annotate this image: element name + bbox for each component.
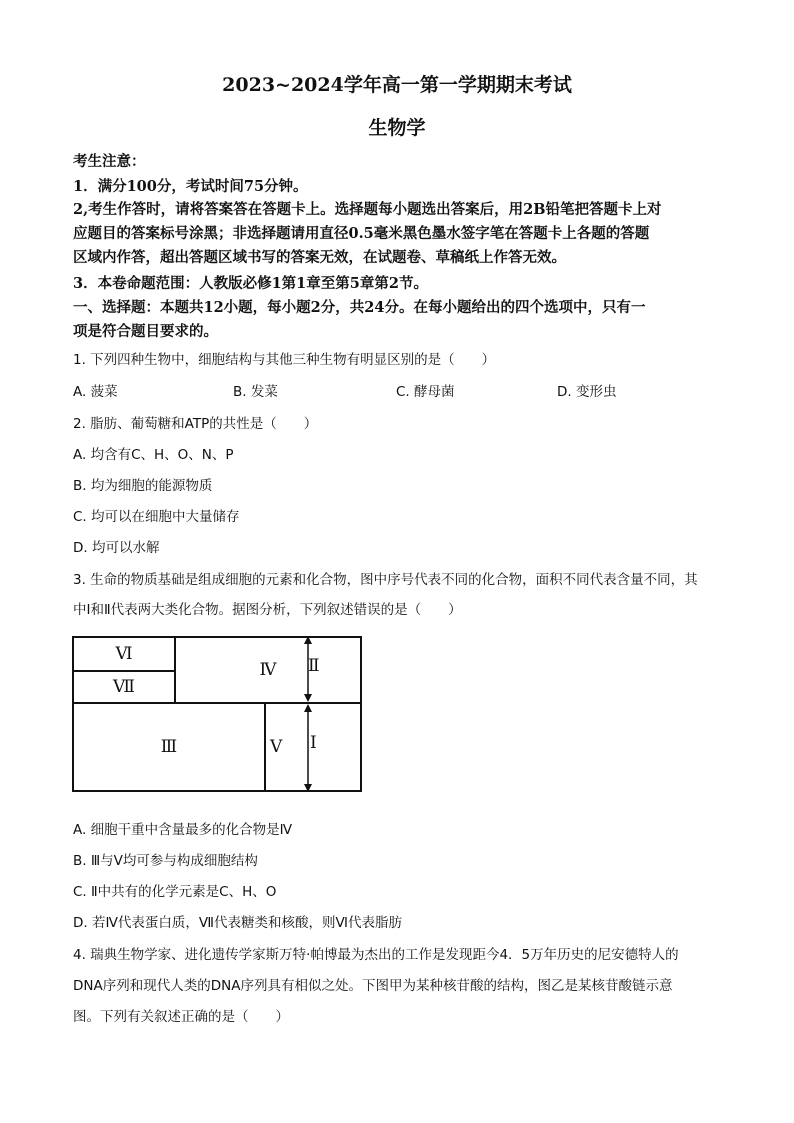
notice-heading: 考生注意： xyxy=(73,153,146,170)
box-iv-label: Ⅳ xyxy=(259,660,277,680)
arrow-i-bottom xyxy=(304,784,312,792)
arrow-ii-bottom xyxy=(304,694,312,702)
compound-area-diagram xyxy=(72,636,334,792)
box-vii xyxy=(72,670,176,704)
subject-title: 生物学 xyxy=(368,117,426,139)
q3-option-a: A. 细胞干重中含量最多的化合物是Ⅳ xyxy=(73,822,293,838)
question-4-stem-cont2: 图。下列有关叙述正确的是（ ） xyxy=(73,1009,289,1025)
label-i: Ⅰ xyxy=(310,733,317,753)
notice-item: 区域内作答，超出答题区域书写的答案无效，在试题卷、草稿纸上作答无效。 xyxy=(73,249,566,266)
q3-option-d: D. 若Ⅳ代表蛋白质，Ⅶ代表糖类和核酸，则Ⅵ代表脂肪 xyxy=(73,915,403,931)
q2-option-a: A. 均含有C、H、O、N、P xyxy=(73,447,234,463)
arrow-ii-top xyxy=(304,636,312,644)
q3-option-c: C. Ⅱ中共有的化学元素是C、H、O xyxy=(73,884,277,900)
box-iii-label: Ⅲ xyxy=(160,737,178,757)
section-heading-cont: 项是符合题目要求的。 xyxy=(73,323,218,340)
q1-option-b: B. 发菜 xyxy=(233,384,278,400)
box-iv xyxy=(174,636,362,704)
q1-option-c: C. 酵母菌 xyxy=(396,384,455,400)
question-4-stem: 4. 瑞典生物学家、进化遗传学家斯万特·帕博最为杰出的工作是发现距今4．5万年历史的尼安德特人的 xyxy=(73,947,679,963)
q3-option-b: B. Ⅲ与Ⅴ均可参与构成细胞结构 xyxy=(73,853,258,869)
question-2-stem: 2. 脂肪、葡萄糖和ATP的共性是（ ） xyxy=(73,416,318,432)
q2-option-d: D. 均可以水解 xyxy=(73,540,160,556)
notice-item: 2,考生作答时，请将答案答在答题卡上。选择题每小题选出答案后，用2B铅笔把答题卡上对 xyxy=(73,201,662,218)
notice-item: 1．满分100分，考试时间75分钟。 xyxy=(73,178,308,195)
q1-option-d: D. 变形虫 xyxy=(557,384,617,400)
section-heading: 一、选择题：本题共12小题，每小题2分，共24分。在每小题给出的四个选项中，只有一 xyxy=(73,299,646,316)
box-vi-label: Ⅵ xyxy=(115,644,133,664)
question-4-stem-cont: DNA序列和现代人类的DNA序列具有相似之处。下图甲为某种核苷酸的结构，图乙是某核苷酸链示意 xyxy=(73,978,673,994)
q2-option-c: C. 均可以在细胞中大量储存 xyxy=(73,509,240,525)
label-ii: Ⅱ xyxy=(308,656,320,676)
q2-option-b: B. 均为细胞的能源物质 xyxy=(73,478,213,494)
notice-item: 3．本卷命题范围：人教版必修1第1章至第5章第2节。 xyxy=(73,275,428,292)
question-1-stem: 1. 下列四种生物中，细胞结构与其他三种生物有明显区别的是（ ） xyxy=(73,352,496,368)
box-iii xyxy=(72,702,266,792)
question-3-stem: 3. 生命的物质基础是组成细胞的元素和化合物，图中序号代表不同的化合物，面积不同代表含量不同，其 xyxy=(73,572,698,588)
question-3-stem-cont: 中Ⅰ和Ⅱ代表两大类化合物。据图分析，下列叙述错误的是（ ） xyxy=(73,602,462,618)
box-vi xyxy=(72,636,176,672)
arrow-i-top xyxy=(304,704,312,712)
box-vii-label: Ⅶ xyxy=(113,677,135,697)
box-v-label: Ⅴ xyxy=(270,737,283,757)
notice-item: 应题目的答案标号涂黑；非选择题请用直径0.5毫米黑色墨水签字笔在答题卡上各题的答题 xyxy=(73,225,650,242)
exam-title: 2023~2024学年高一第一学期期末考试 xyxy=(222,74,572,96)
q1-option-a: A. 菠菜 xyxy=(73,384,118,400)
